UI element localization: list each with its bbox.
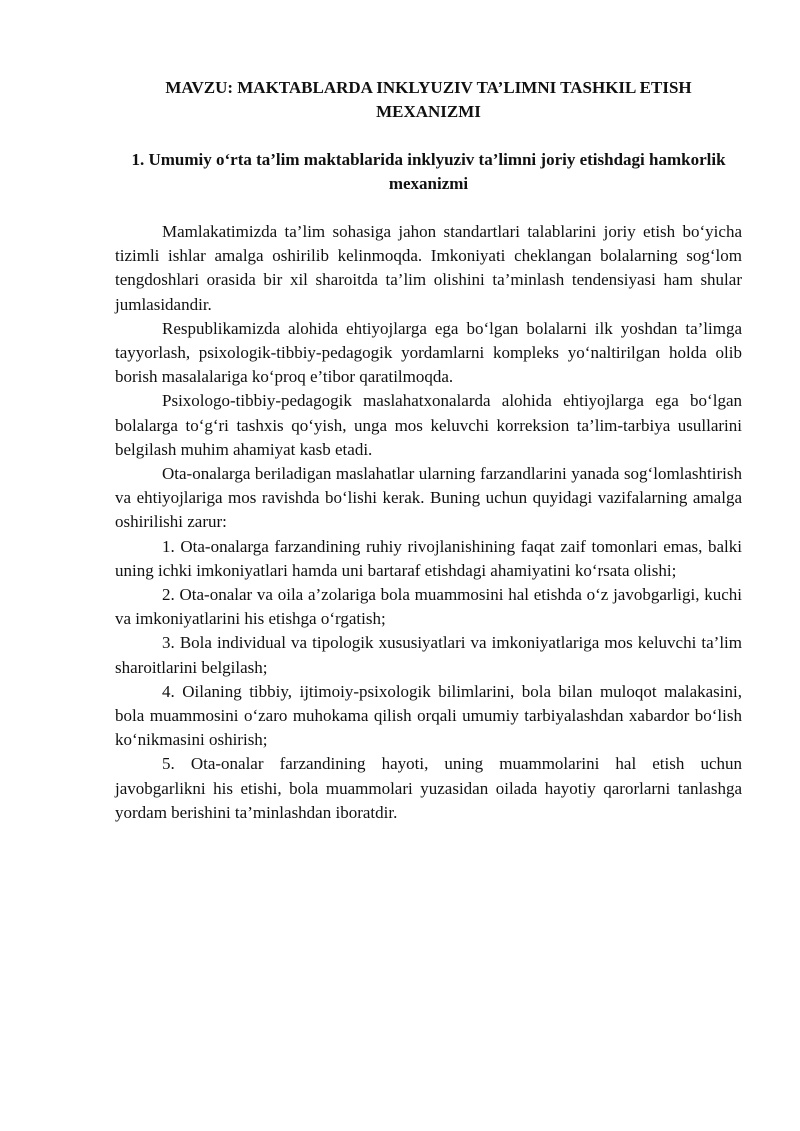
paragraph-parents-advice: Ota-onalarga beriladigan maslahatlar ularning farzandlarini yanada sog‘lomlashtirish va ehtiyojlariga mos ravishda bo‘lishi kerak. Buning uchun quyidagi vazifalarning amalga oshirilishi zarur: — [115, 464, 742, 532]
list-item-5: 5. Ota-onalar farzandining hayoti, uning muammolarini hal etish uchun javobgarlikni his etishi, bola muammolari yuzasidan oilada hayotiy qarorlarni tanlashga yordam berishini ta’minlashdan iboratdir. — [115, 754, 742, 822]
document-title: MAVZU: MAKTABLARDA INKLYUZIV TA’LIMNI TASHKIL ETISH MEXANIZMI — [165, 78, 692, 121]
section-heading: 1. Umumiy o‘rta ta’lim maktablarida inklyuziv ta’limni joriy etishdagi hamkorlik mexanizmi — [131, 150, 726, 193]
paragraph-intro: Mamlakatimizda ta’lim sohasiga jahon standartlari talablarini joriy etish bo‘yicha tizimli ishlar amalga oshirilib kelinmoqda. Imkoniyati cheklangan bolalarning sog‘lom tengdoshlari orasida bir xil sharoitda ta’lim olishini ta’minlash tendensiyasi ham shular jumlasidandir. — [115, 222, 742, 314]
paragraph-republic: Respublikamizda alohida ehtiyojlarga ega bo‘lgan bolalarni ilk yoshdan ta’limga tayyorlash, psixologik-tibbiy-pedagogik yordamlarni kompleks yo‘naltirilgan holda olib borish masalalariga ko‘proq e’tibor qaratilmoqda. — [115, 318, 742, 387]
list-item-3: 3. Bola individual va tipologik xususiyatlari va imkoniyatlariga mos keluvchi ta’lim sharoitlarini belgilash; — [115, 633, 742, 677]
list-item-1: 1. Ota-onalarga farzandining ruhiy rivojlanishining faqat zaif tomonlari emas, balki uning ichki imkoniyatlari hamda uni bartaraf etishdagi ahamiyatini ko‘rsata olishi; — [115, 536, 742, 580]
paragraph-consultation: Psixologo-tibbiy-pedagogik maslahatxonalarda alohida ehtiyojlarga ega bo‘lgan bolalarga to‘g‘ri tashxis qo‘yish, unga mos keluvchi korreksion ta’lim-tarbiya usullarini belgilash muhim ahamiyat kasb etadi. — [115, 391, 742, 459]
list-item-2: 2. Ota-onalar va oila a’zolariga bola muammosini hal etishda o‘z javobgarligi, kuchi va imkoniyatlarini his etishga o‘rgatish; — [115, 585, 742, 629]
document-page — [115, 76, 742, 825]
list-item-4: 4. Oilaning tibbiy, ijtimoiy-psixologik bilimlarini, bola bilan muloqot malakasini, bola muammosini o‘zaro muhokama qilish orqali umumiy tarbiyalashdan xabardor bo‘lish ko‘nikmasini oshirish; — [115, 681, 742, 750]
